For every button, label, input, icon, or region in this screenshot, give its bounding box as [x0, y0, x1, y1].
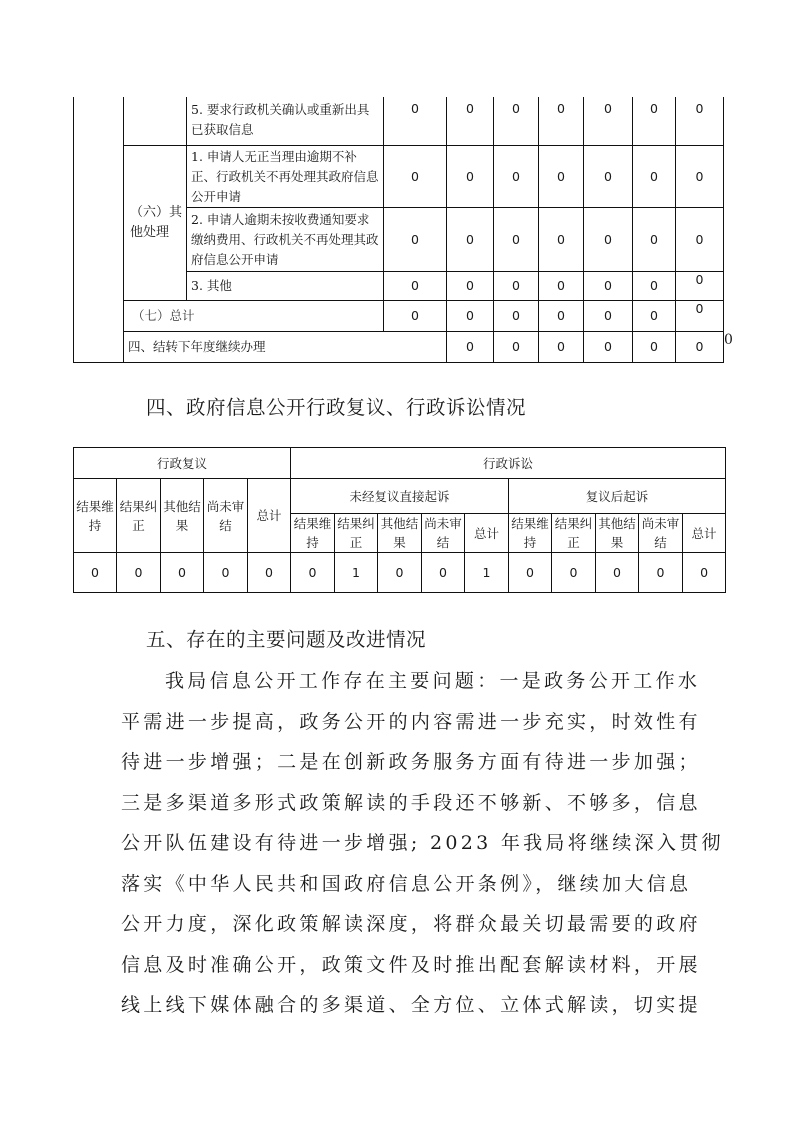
- cell-value: 0: [447, 207, 494, 271]
- cell-value: 0: [596, 553, 639, 593]
- cell-value: 1: [465, 553, 509, 593]
- cell-value: 0: [633, 97, 676, 145]
- cell-value: 0: [539, 145, 584, 207]
- table-row: [74, 97, 724, 145]
- table-header-row: [74, 448, 726, 479]
- section-4-heading: 四、政府信息公开行政复议、行政诉讼情况: [146, 396, 527, 419]
- col-header: 总计: [248, 479, 291, 553]
- cell-value: 0: [633, 145, 676, 207]
- cell-value: 0: [447, 145, 494, 207]
- cell-value: 0: [676, 331, 724, 362]
- row-label: 1. 申请人无正当理由逾期不补正、行政机关不再处理其政府信息公开申请: [187, 145, 384, 207]
- cell-value: 0: [74, 553, 117, 593]
- col-header: 结果纠正: [117, 479, 161, 553]
- cell-value: 0: [384, 207, 447, 271]
- cell-value: 0: [378, 553, 422, 593]
- cell-value: 0: [494, 271, 539, 300]
- cell-value: 0: [447, 97, 494, 145]
- cell-value: 0: [494, 331, 539, 362]
- paragraph-line: 待进一步增强；二是在创新政务服务方面有待进一步加强；: [121, 751, 701, 773]
- cell-value: 0: [552, 553, 596, 593]
- paragraph-line: 平需进一步提高，政务公开的内容需进一步充实，时效性有: [121, 710, 701, 733]
- table-row: [74, 553, 726, 593]
- cell-value: 0: [384, 300, 447, 331]
- carry-over-label: 四、结转下年度继续办理: [124, 331, 447, 362]
- row-label: 2. 申请人逾期未按收费通知要求缴纳费用、行政机关不再处理其政府信息公开申请: [187, 207, 384, 271]
- cell-value: 0: [584, 300, 633, 331]
- paragraph-line: 落实《中华人民共和国政府信息公开条例》，继续加大信息: [121, 872, 692, 895]
- col-header: 尚未审结: [204, 479, 248, 553]
- after-review-suit-header: 复议后起诉: [509, 479, 726, 514]
- col-header: 总计: [683, 514, 726, 553]
- paragraph-line: 信息及时准确公开，政策文件及时推出配套解读材料，开展: [121, 953, 701, 976]
- cell-value: 0: [584, 97, 633, 145]
- cell-value: 0: [584, 145, 633, 207]
- litigation-header: 行政诉讼: [291, 448, 726, 479]
- cell-value: 0: [633, 300, 676, 331]
- row-label: 3. 其他: [187, 271, 384, 300]
- total-label: （七）总计: [124, 300, 384, 331]
- cell-value: 0: [676, 300, 724, 331]
- cell-value: 0: [161, 553, 204, 593]
- cell-value: 0: [539, 300, 584, 331]
- cell-value: 0: [639, 553, 683, 593]
- col-header: 尚未审结: [422, 514, 465, 553]
- cell-value: 0: [539, 271, 584, 300]
- table-header-row: [74, 479, 726, 514]
- cell-value: 0: [494, 300, 539, 331]
- group-label: （六）其他处理: [124, 145, 187, 300]
- section-5-heading: 五、存在的主要问题及改进情况: [146, 628, 427, 651]
- cell-value: 0: [447, 300, 494, 331]
- review-header: 行政复议: [74, 448, 291, 479]
- cell-value: 0: [494, 97, 539, 145]
- cell-value: 0: [539, 97, 584, 145]
- cell-value: 0: [584, 207, 633, 271]
- cell-value: 0: [422, 553, 465, 593]
- processing-results-table: [73, 97, 733, 363]
- paragraph-line: 公开队伍建设有待进一步增强; 2023 年我局将继续深入贯彻: [121, 832, 724, 854]
- cell-value: 0: [539, 331, 584, 362]
- table-row: [74, 145, 724, 207]
- cell-value: 0: [117, 553, 161, 593]
- cell-value: 0: [676, 271, 724, 300]
- paragraph-line: 线上线下媒体融合的多渠道、全方位、立体式解读，切实提: [121, 994, 701, 1016]
- review-litigation-table: [73, 447, 726, 593]
- cell-value: 0: [447, 271, 494, 300]
- col-header: 结果维持: [291, 514, 335, 553]
- cell-value: 0: [291, 553, 335, 593]
- problems-paragraph: [121, 661, 724, 1026]
- cell-value: 0: [539, 207, 584, 271]
- table-row: [74, 300, 724, 331]
- paragraph-line: 我局信息公开工作存在主要问题：一是政务公开工作水: [165, 670, 701, 692]
- cell-value: 1: [335, 553, 378, 593]
- cell-value: 0: [494, 207, 539, 271]
- cell-value: 0: [584, 331, 633, 362]
- paragraph-line: 公开力度，深化政策解读深度，将群众最关切最需要的政府: [121, 913, 701, 935]
- cell-value: 0: [633, 271, 676, 300]
- cell-value: 0: [584, 271, 633, 300]
- cell-value: 0: [204, 553, 248, 593]
- cell-value: 0: [676, 207, 724, 271]
- col-header: 其他结果: [161, 479, 204, 553]
- direct-suit-header: 未经复议直接起诉: [291, 479, 509, 514]
- cell-value: 0: [384, 271, 447, 300]
- cell-value: 0: [633, 207, 676, 271]
- cell-value: 0: [676, 145, 724, 207]
- cell-value: 0: [447, 331, 494, 362]
- row-label: 5. 要求行政机关确认或重新出具已获取信息: [187, 97, 384, 145]
- cell-value: 0: [494, 145, 539, 207]
- cell-value: 0: [509, 553, 552, 593]
- col-header: 结果维持: [509, 514, 552, 553]
- cell-value: 0: [683, 553, 726, 593]
- col-header: 其他结果: [378, 514, 422, 553]
- col-header: 结果维持: [74, 479, 117, 553]
- paragraph-line: 三是多渠道多形式政策解读的手段还不够新、不够多，信息: [121, 791, 701, 814]
- table-row: 四、结转下年度继续办理 0 0 0 0 0 0 0: [74, 331, 724, 362]
- cell-value: 0: [384, 97, 447, 145]
- cell-value: 0: [248, 553, 291, 593]
- cell-value: 0: [633, 331, 676, 362]
- cell-value: 0: [676, 97, 724, 145]
- outer-group-cell: [74, 97, 124, 362]
- group-cell-blank: [124, 97, 187, 145]
- col-header: 结果纠正: [552, 514, 596, 553]
- col-header: 结果纠正: [335, 514, 378, 553]
- col-header: 其他结果: [596, 514, 639, 553]
- cell-value: 0: [384, 145, 447, 207]
- col-header: 总计: [465, 514, 509, 553]
- col-header: 尚未审结: [639, 514, 683, 553]
